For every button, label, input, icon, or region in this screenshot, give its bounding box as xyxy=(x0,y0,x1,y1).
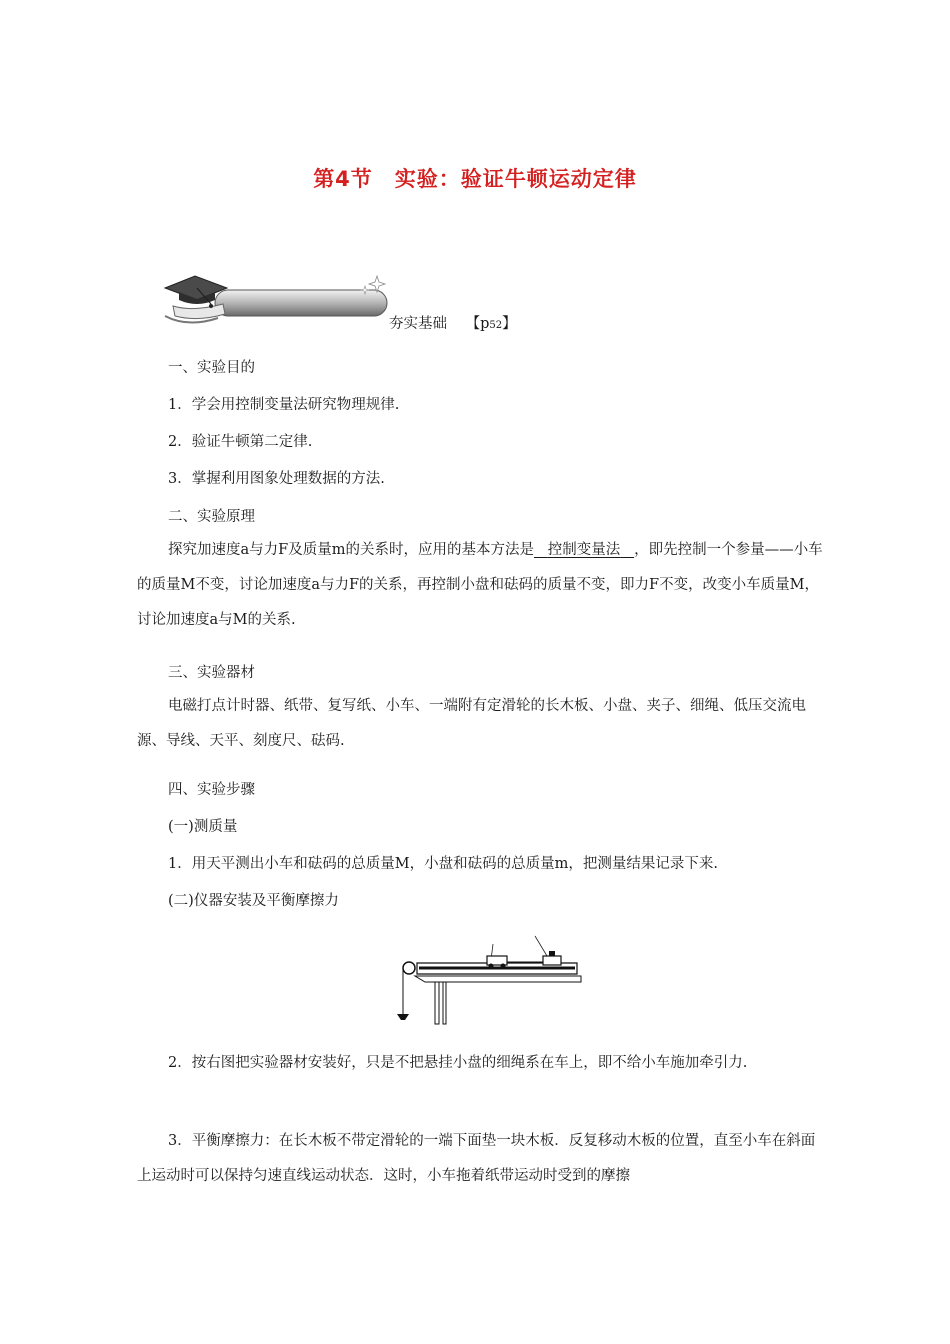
subsection-heading: (二)仪器安装及平衡摩擦力 xyxy=(168,893,339,909)
equipment-paragraph: 电磁打点计时器、纸带、复写纸、小车、一端附有定滑轮的长木板、小盘、夹子、细绳、低压交流电源、导线、天平、刻度尺、砝码. xyxy=(137,698,806,749)
list-item: 3．掌握利用图象处理数据的方法. xyxy=(168,471,385,487)
apparatus-diagram xyxy=(395,918,585,1028)
graduation-cap-icon xyxy=(163,268,403,338)
banner-label: 夯实基础 xyxy=(389,316,447,332)
step-paragraph: 3．平衡摩擦力：在长木板不带定滑轮的一端下面垫一块木板．反复移动木板的位置，直至小车在斜面上运动时可以保持匀速直线运动状态．这时，小车拖着纸带运动时受到的摩擦 xyxy=(137,1133,816,1184)
banner-label-group xyxy=(389,312,517,333)
section-heading-principle: 二、实验原理 xyxy=(168,509,255,525)
list-item: 2．验证牛顿第二定律. xyxy=(168,434,313,450)
list-item: 1．用天平测出小车和砝码的总质量M，小盘和砝码的总质量m，把测量结果记录下来. xyxy=(168,856,718,872)
fill-blank-answer: 控制变量法 xyxy=(547,542,621,558)
section-heading-equipment: 三、实验器材 xyxy=(168,665,255,681)
section-heading-steps: 四、实验步骤 xyxy=(168,782,255,798)
section-heading-purpose: 一、实验目的 xyxy=(168,360,255,376)
principle-paragraph: 探究加速度a与力F及质量m的关系时，应用的基本方法是 控制变量法 ，即先控制一个参量——小车的质量M不变，讨论加速度a与力F的关系，再控制小盘和砝码的质量不变，即力F不变，改变小车质量M，讨论加速度a与M的关系. xyxy=(137,542,823,628)
page-reference: 【p52】 xyxy=(465,316,517,332)
page-title: 第4节 实验：验证牛顿运动定律 xyxy=(313,167,637,191)
step-paragraph: 2．按右图把实验器材安装好，只是不把悬挂小盘的细绳系在车上，即不给小车施加牵引力. xyxy=(168,1055,748,1071)
section-banner xyxy=(163,268,533,338)
list-item: 1．学会用控制变量法研究物理规律. xyxy=(168,397,400,413)
subsection-heading: (一)测质量 xyxy=(168,819,238,835)
